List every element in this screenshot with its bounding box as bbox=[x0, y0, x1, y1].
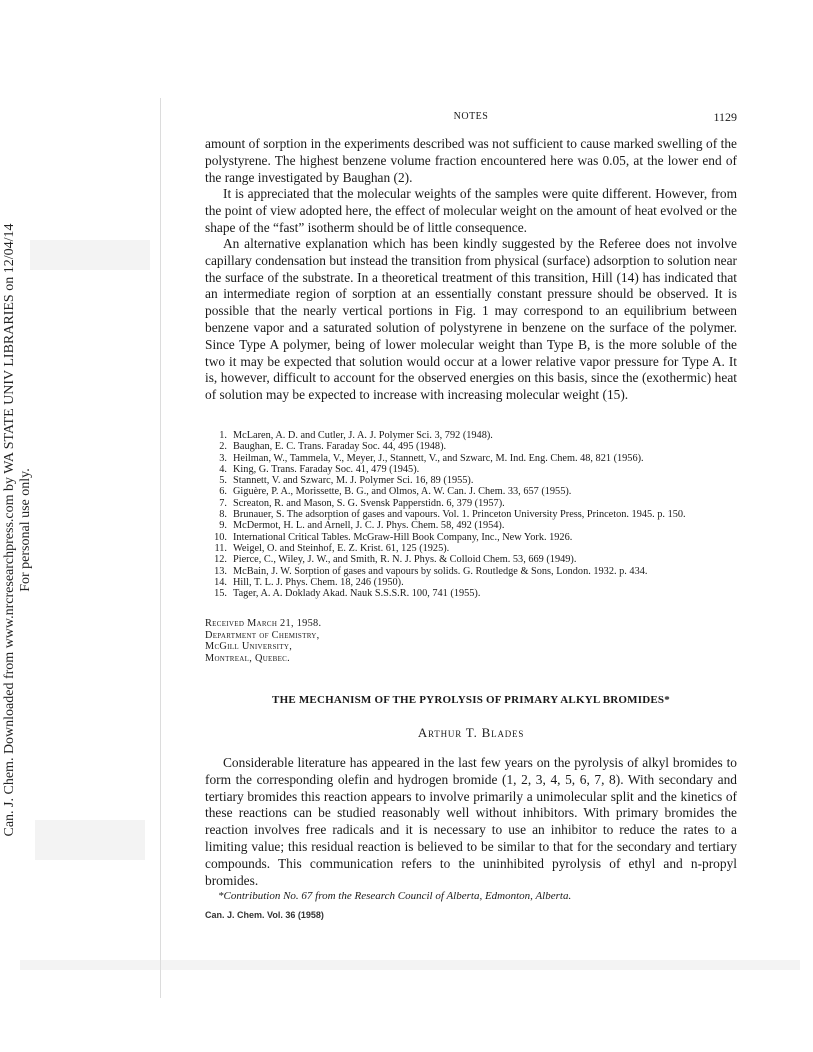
reference-item: 14. Hill, T. L. J. Phys. Chem. 18, 246 (1950). bbox=[214, 576, 404, 588]
reference-item: 3. Heilman, W., Tammela, V., Meyer, J., Stannett, V., and Szwarc, M. Ind. Eng. Chem. 48, 821 (1956). bbox=[219, 452, 644, 464]
watermark-line-1: Can. J. Chem. Downloaded from www.nrcresearchpress.com by WA STATE UNIV LIBRARIES on 12/04/14 bbox=[2, 223, 17, 837]
reference-item: 2. Baughan, E. C. Trans. Faraday Soc. 44, 495 (1948). bbox=[219, 441, 447, 453]
paragraph-molecular-weights: It is appreciated that the molecular weights of the samples were quite different. However, from the point of view adopted here, the effect of molecular weight on the amount of heat evolved or the shape of the “fast” isotherm should be of little consequence. bbox=[205, 186, 737, 235]
received-date: Received March 21, 1958. bbox=[205, 618, 322, 629]
received-block bbox=[205, 618, 321, 664]
reference-item: 1. McLaren, A. D. and Cutler, J. A. J. Polymer Sci. 3, 792 (1948). bbox=[219, 430, 493, 441]
scan-smudge bbox=[35, 820, 145, 860]
reference-item: 10. International Critical Tables. McGraw-Hill Book Company, Inc., New York. 1926. bbox=[214, 531, 573, 543]
download-watermark bbox=[2, 180, 42, 880]
article-title: THE MECHANISM OF THE PYROLYSIS OF PRIMARY ALKYL BROMIDES* bbox=[272, 694, 670, 706]
section-label: NOTES bbox=[453, 111, 489, 122]
article-author: Arthur T. Blades bbox=[417, 725, 525, 740]
article-body: Considerable literature has appeared in the last few years on the pyrolysis of alkyl bromides to form the corresponding olefin and hydrogen bromide (1, 2, 3, 4, 5, 6, 7, 8). With secondary and tertiary bromides this reaction appears to involve primarily a unimolecular split and the kinetics of these reactions can be studied reasonably well without inhibitors. With primary bromides the reaction involves free radicals and it is necessary to use an inhibitor to reduce the rates to a limiting value; this residual reaction is believed to be similar to that for the secondary and tertiary compounds. This communication refers to the uninhibited pyrolysis of ethyl and n-propyl bromides. bbox=[205, 755, 737, 888]
reference-item: 7. Screaton, R. and Mason, S. G. Svensk Papperstidn. 6, 379 (1957). bbox=[219, 497, 505, 509]
reference-item: 12. Pierce, C., Wiley, J. W., and Smith, R. N. J. Phys. & Colloid Chem. 53, 669 (1949). bbox=[214, 554, 577, 566]
paragraph-continued: amount of sorption in the experiments described was not sufficient to cause marked swelling of the polystyrene. The highest benzene volume fraction encountered here was 0.05, at the lower end of the range investigated by Baughan (2). bbox=[205, 136, 737, 185]
city: Montreal, Quebec. bbox=[205, 652, 291, 664]
scan-smudge bbox=[30, 240, 150, 270]
reference-item: 8. Brunauer, S. The adsorption of gases and vapours. Vol. 1. Princeton University Press, Princeton. 1945. p. 150. bbox=[219, 509, 686, 521]
department: Department of Chemistry, bbox=[205, 629, 320, 641]
reference-item: 11. Weigel, O. and Steinhof, E. Z. Krist. 61, 125 (1925). bbox=[214, 542, 450, 554]
margin-rule bbox=[160, 98, 161, 998]
university: McGill University, bbox=[205, 641, 293, 652]
reference-item: 13. McBain, J. W. Sorption of gases and vapours by solids. G. Routledge & Sons, London. 1932. p. 434. bbox=[214, 565, 648, 577]
footnote: *Contribution No. 67 from the Research Council of Alberta, Edmonton, Alberta. bbox=[218, 890, 572, 902]
reference-item: 15. Tager, A. A. Doklady Akad. Nauk S.S.S.R. 100, 741 (1955). bbox=[214, 588, 481, 600]
paragraph-alternative-explanation: An alternative explanation which has been kindly suggested by the Referee does not involve capillary condensation but instead the transition from physical (surface) adsorption to solution near the surface of the substrate. In a theoretical treatment of this transition, Hill (14) has indicated that an intermediate region of sorption at an essentially constant pressure should be observed. It is possible that the nearly vertical portions in Fig. 1 may correspond to an equilibrium between benzene vapor and a saturated solution of polystyrene in benzene on the surface of the polymer. Since Type A polymer, being of lower molecular weight than Type B, is the more soluble of the two it may be expected that solution would occur at a lower relative vapor pressure for Type A. It is, however, difficult to account for the observed energies on this basis, since the (exothermic) heat of solution may be expected to increase with increasing molecular weight (15). bbox=[205, 236, 737, 403]
reference-item: 6. Giguère, P. A., Morissette, B. G., and Olmos, A. W. Can. J. Chem. 33, 657 (1955). bbox=[219, 486, 572, 498]
reference-list bbox=[205, 430, 745, 599]
page-number: 1129 bbox=[713, 110, 737, 124]
watermark-line-2: For personal use only. bbox=[18, 468, 33, 592]
running-head bbox=[205, 111, 737, 125]
reference-item: 4. King, G. Trans. Faraday Soc. 41, 479 (1945). bbox=[219, 463, 420, 475]
reference-item: 9. McDermot, H. L. and Arnell, J. C. J. Phys. Chem. 58, 492 (1954). bbox=[219, 520, 505, 532]
reference-item: 5. Stannett, V. and Szwarc, M. J. Polymer Sci. 16, 89 (1955). bbox=[219, 475, 474, 487]
journal-reference: Can. J. Chem. Vol. 36 (1958) bbox=[205, 910, 324, 920]
scan-smudge bbox=[20, 960, 800, 970]
